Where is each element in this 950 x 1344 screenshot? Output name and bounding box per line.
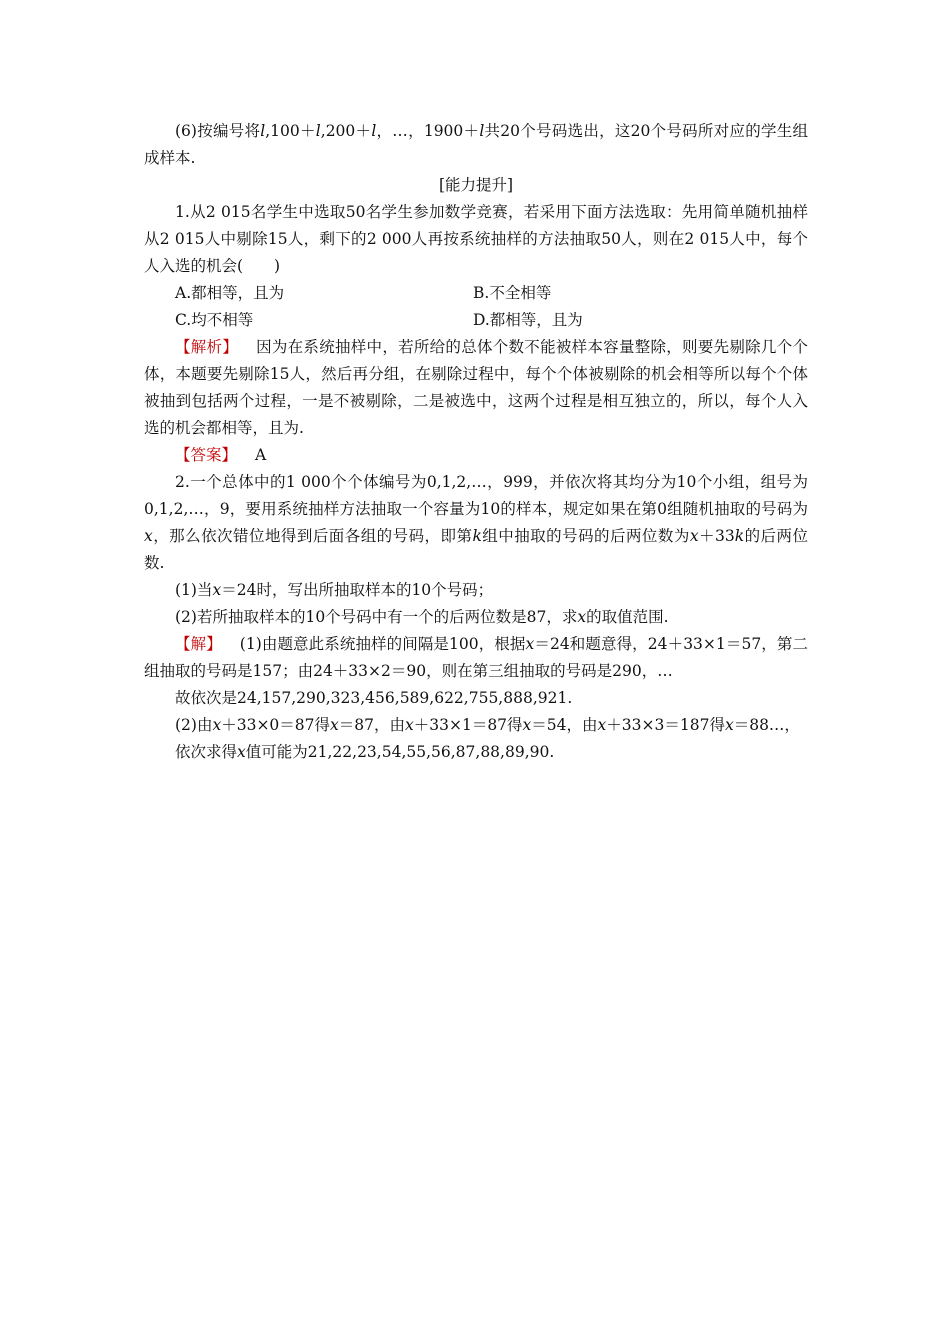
var-x: x <box>522 716 532 734</box>
text: ＋33 <box>698 527 735 545</box>
analysis-tag: 【解析】 <box>175 338 239 356</box>
text: 的取值范围. <box>586 608 669 626</box>
text: (2)由 <box>175 716 213 734</box>
var-x: x <box>525 635 535 653</box>
var-x: x <box>144 527 153 545</box>
text: ＋33×3＝187得 <box>606 716 725 734</box>
question-2-solution-2 <box>144 712 808 739</box>
var-x: x <box>237 743 246 761</box>
var-l: l <box>371 122 377 140</box>
question-1-answer <box>144 442 808 469</box>
var-x: x <box>212 716 222 734</box>
solution-tag: 【解】 <box>175 635 222 653</box>
var-l: l <box>479 122 485 140</box>
text: 共20个号码选出，这20个号码所对应的学生组成样本. <box>144 122 808 167</box>
paragraph-step-6 <box>144 118 808 172</box>
var-x: x <box>405 716 414 734</box>
var-x: x <box>212 581 222 599</box>
question-1-options-row-1 <box>144 280 808 307</box>
question-2-solution-3 <box>144 739 808 766</box>
var-x: x <box>689 527 699 545</box>
answer-text: A <box>255 446 267 464</box>
var-l: l <box>315 122 321 140</box>
text: ＝24和题意得，24＋33×1＝57，第二组抽取的号码是157；由24＋33×2＝90，则在第三组抽取的号码是290，… <box>144 635 808 680</box>
question-1-stem: 1.从2 015名学生中选取50名学生参加数学竞赛，若采用下面方法选取：先用简单随机抽样从2 015人中剔除15人，剩下的2 000人再按系统抽样的方法抽取50人，则在2 015人中，每个人入选的机会( ) <box>144 203 808 275</box>
text: (6)按编号将 <box>175 122 261 140</box>
text: ＋33×0＝87得 <box>221 716 331 734</box>
text: (1)当 <box>175 581 213 599</box>
option-d: D.都相等，且为 <box>473 311 583 329</box>
option-b: B.不全相等 <box>473 284 552 302</box>
text: 依次求得 <box>175 743 238 761</box>
text: ,200＋ <box>320 122 372 140</box>
question-2-solution-1-result: 故依次是24,157,290,323,456,589,622,755,888,921. <box>175 689 573 707</box>
text: 组中抽取的号码的后两位数为 <box>481 527 690 545</box>
text: ，那么依次错位地得到后面各组的号码，即第 <box>152 527 473 545</box>
var-x: x <box>597 716 607 734</box>
text: ＝54，由 <box>531 716 598 734</box>
document-page <box>144 118 808 766</box>
answer-tag: 【答案】 <box>175 446 238 464</box>
question-1-analysis <box>144 334 808 442</box>
text: ＋33×1＝87得 <box>413 716 523 734</box>
text: ＝87，由 <box>338 716 405 734</box>
section-title: [能力提升] <box>438 176 514 194</box>
text: ＝24时，写出所抽取样本的10个号码； <box>221 581 494 599</box>
text: ＝88…， <box>733 716 800 734</box>
option-a: A.都相等，且为 <box>175 284 285 302</box>
var-l: l <box>260 122 266 140</box>
option-c: C.均不相等 <box>175 311 254 329</box>
question-2-solution-1 <box>144 631 808 685</box>
question-2-sub-2 <box>144 604 808 631</box>
var-x: x <box>577 608 587 626</box>
var-k: k <box>472 527 482 545</box>
var-x: x <box>724 716 734 734</box>
question-1-options-row-2 <box>144 307 808 334</box>
text: 的后两位数. <box>144 527 808 572</box>
analysis-text: 因为在系统抽样中，若所给的总体个数不能被样本容量整除，则要先剔除几个个体，本题要先剔除15人，然后再分组，在剔除过程中，每个个体被剔除的机会相等所以每个个体被抽到包括两个过程，一是不被剔除，二是被选中，这两个过程是相互独立的，所以，每个人入选的机会都相等，且为. <box>144 338 808 437</box>
text: ，…，1900＋ <box>376 122 480 140</box>
var-x: x <box>330 716 339 734</box>
text: (2)若所抽取样本的10个号码中有一个的后两位数是87，求 <box>175 608 578 626</box>
text: (1)由题意此系统抽样的间隔是100，根据 <box>239 635 526 653</box>
text: ,100＋ <box>265 122 316 140</box>
text: 2.一个总体中的1 000个个体编号为0,1,2,…，999，并依次将其均分为10个小组，组号为0,1,2,…，9，要用系统抽样方法抽取一个容量为10的样本，规定如果在第0组随机抽取的号码为 <box>144 473 808 518</box>
question-2-sub-1 <box>144 577 808 604</box>
var-k: k <box>734 527 745 545</box>
question-2-stem <box>144 469 808 577</box>
text: 值可能为21,22,23,54,55,56,87,88,89,90. <box>245 743 555 761</box>
